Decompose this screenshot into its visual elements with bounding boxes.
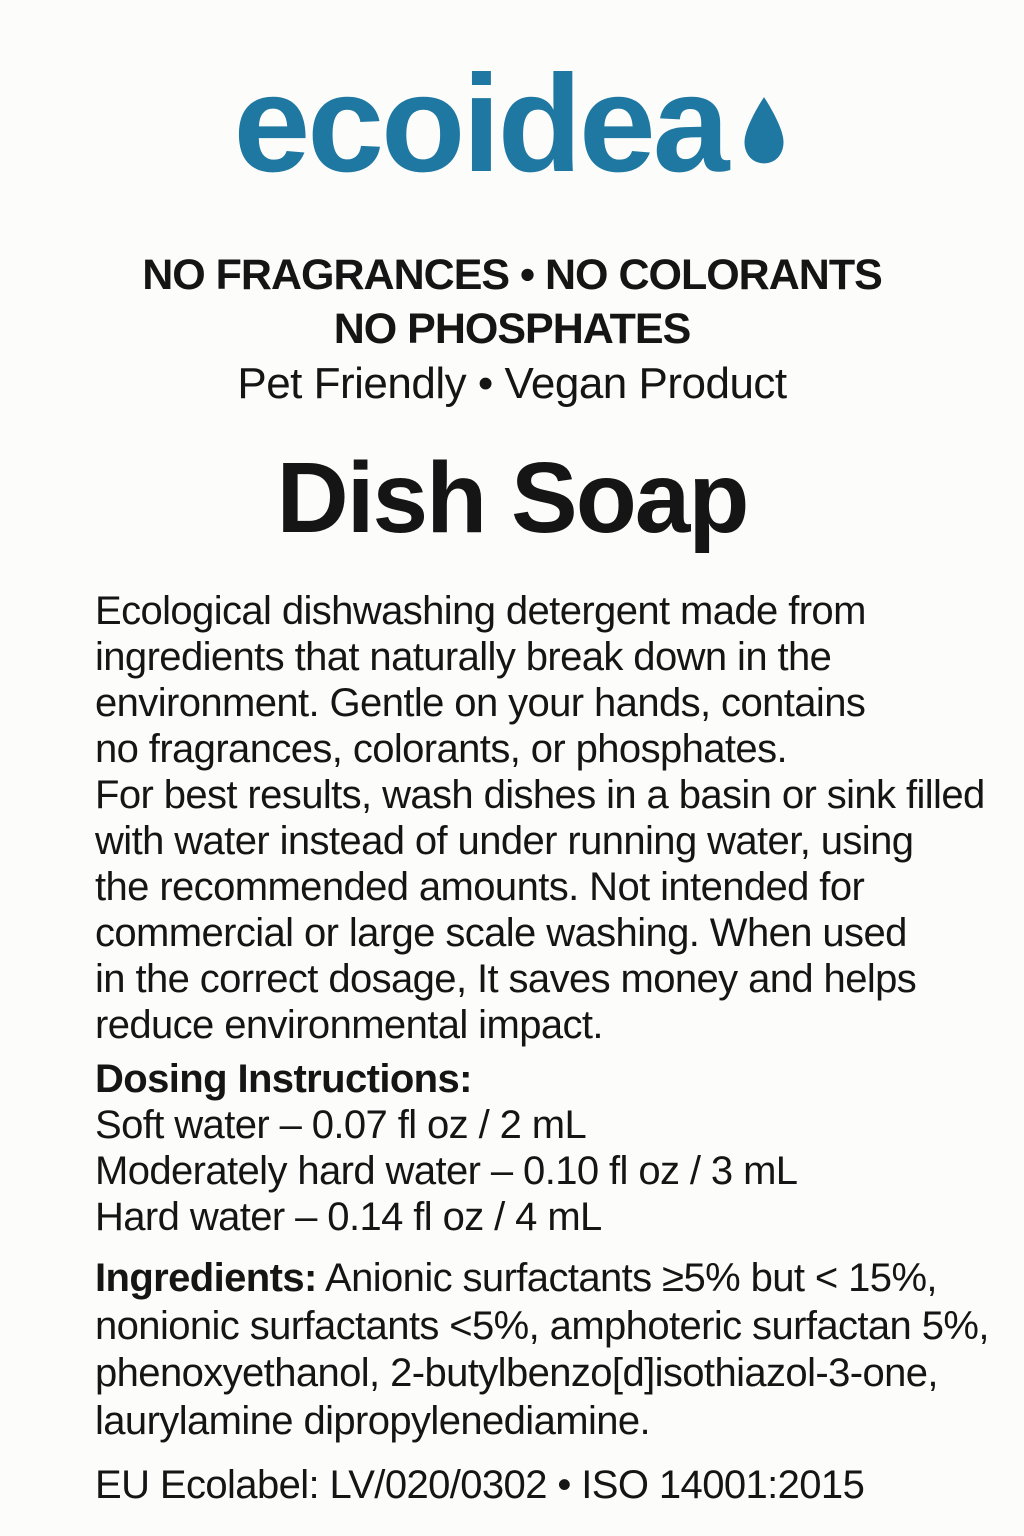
ingredients-line: nonionic surfactants <5%, amphoteric surfactan 5%,	[95, 1303, 989, 1348]
description-line: with water instead of under running water, using	[95, 819, 914, 863]
description-line: commercial or large scale washing. When used	[95, 911, 907, 955]
description-line: environment. Gentle on your hands, contains	[95, 681, 866, 725]
ingredients-text: Anionic surfactants ≥5% but < 15%,	[316, 1256, 937, 1300]
brand-logo	[0, 47, 1024, 201]
product-description	[95, 588, 985, 1048]
dosing-item-moderately-hard-water: Moderately hard water – 0.10 fl oz / 3 mL	[95, 1149, 798, 1193]
ingredients-block	[95, 1255, 989, 1445]
ingredients-line: phenoxyethanol, 2-butylbenzo[d]isothiazol-3-one,	[95, 1351, 938, 1395]
ingredients-line	[95, 1255, 989, 1303]
description-line: Ecological dishwashing detergent made from	[95, 589, 866, 633]
description-line: ingredients that naturally break down in the	[95, 635, 832, 679]
dosing-heading: Dosing Instructions:	[95, 1057, 472, 1101]
claim-no-fragrances-colorants: NO FRAGRANCES • NO COLORANTS	[142, 251, 882, 299]
description-line: no fragrances, colorants, or phosphates.	[95, 727, 787, 771]
dosing-item-hard-water: Hard water – 0.14 fl oz / 4 mL	[95, 1195, 602, 1239]
brand-logo-text: ecoidea	[233, 47, 727, 201]
description-line: reduce environmental impact.	[95, 1003, 603, 1047]
dosing-instructions	[95, 1056, 797, 1240]
description-line: For best results, wash dishes in a basin or sink filled	[95, 773, 985, 817]
water-drop-icon	[738, 95, 790, 165]
ingredients-line: laurylamine dipropylenediamine.	[95, 1398, 651, 1443]
dosing-item-soft-water: Soft water – 0.07 fl oz / 2 mL	[95, 1103, 587, 1147]
claim-no-phosphates: NO PHOSPHATES	[333, 305, 691, 353]
claim-pet-friendly-vegan: Pet Friendly • Vegan Product	[237, 359, 787, 408]
description-line: in the correct dosage, It saves money and helps	[95, 957, 917, 1001]
certification-line: EU Ecolabel: LV/020/0302 • ISO 14001:2015	[95, 1463, 865, 1507]
claims-block	[0, 248, 1024, 410]
product-title: Dish Soap	[276, 442, 748, 554]
description-line: the recommended amounts. Not intended for	[95, 865, 865, 909]
ingredients-heading: Ingredients:	[95, 1256, 317, 1300]
